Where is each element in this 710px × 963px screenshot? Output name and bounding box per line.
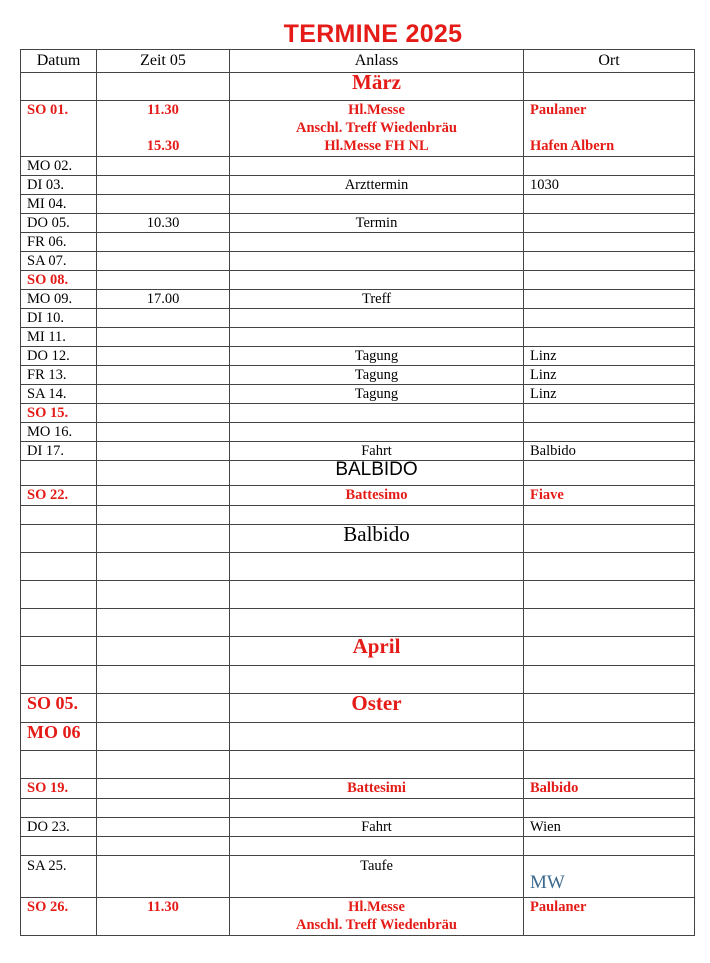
place-cell	[524, 328, 695, 347]
table-row	[21, 666, 695, 694]
date-cell: SO 08.	[21, 271, 97, 290]
column-header-ort: Ort	[524, 50, 695, 73]
time-line: 11.30	[147, 102, 179, 118]
place-cell: Balbido	[524, 779, 695, 799]
date-cell: MO 16.	[21, 423, 97, 442]
place-cell: Wien	[524, 818, 695, 837]
event-cell	[230, 328, 524, 347]
event-cell: Treff	[230, 290, 524, 309]
event-line: Anschl. Treff Wiedenbräu	[295, 917, 457, 933]
time-cell	[97, 486, 230, 506]
table-row	[21, 176, 695, 195]
page-title: TERMINE 2025	[283, 20, 463, 48]
event-cell: BALBIDO	[230, 461, 524, 486]
date-cell: FR 13.	[21, 366, 97, 385]
event-cell	[230, 309, 524, 328]
table-row	[21, 837, 695, 856]
event-cell: Fahrt	[230, 818, 524, 837]
event-cell: Balbido	[230, 525, 524, 553]
time-cell: 17.00	[97, 290, 230, 309]
time-cell	[97, 309, 230, 328]
table-row	[21, 290, 695, 309]
place-cell: Fiave	[524, 486, 695, 506]
time-cell	[97, 176, 230, 195]
table-row	[21, 506, 695, 525]
place-cell: Paulaner	[524, 898, 695, 936]
event-cell	[230, 898, 524, 936]
place-line	[530, 119, 688, 137]
initials-mark: MW	[530, 872, 565, 893]
date-cell: SO 15.	[21, 404, 97, 423]
date-cell: MO 02.	[21, 157, 97, 176]
table-row	[21, 553, 695, 581]
time-cell	[97, 461, 230, 486]
place-cell: Linz	[524, 385, 695, 404]
event-cell: Arzttermin	[230, 176, 524, 195]
column-header-datum: Datum	[21, 50, 97, 73]
month-label-maerz: März	[230, 73, 524, 101]
table-row	[21, 233, 695, 252]
place-cell: Linz	[524, 347, 695, 366]
event-cell: Battesimi	[230, 779, 524, 799]
event-cell	[230, 157, 524, 176]
event-cell: Tagung	[230, 366, 524, 385]
table-row	[21, 157, 695, 176]
date-cell: MI 04.	[21, 195, 97, 214]
time-line	[103, 119, 223, 137]
event-cell	[230, 423, 524, 442]
event-cell: Tagung	[230, 385, 524, 404]
table-row	[21, 271, 695, 290]
table-row	[21, 609, 695, 637]
date-cell: SO 26.	[21, 898, 97, 936]
table-row	[21, 385, 695, 404]
time-cell	[97, 385, 230, 404]
place-cell	[524, 252, 695, 271]
place-cell	[524, 404, 695, 423]
time-cell	[97, 328, 230, 347]
date-cell: MO 06	[21, 723, 97, 751]
place-cell	[524, 309, 695, 328]
table-row	[21, 818, 695, 837]
time-cell	[97, 366, 230, 385]
time-cell: 11.30	[97, 898, 230, 936]
event-line: Hl.Messe	[348, 899, 405, 915]
date-cell	[21, 525, 97, 553]
event-cell	[230, 723, 524, 751]
event-cell	[230, 101, 524, 157]
time-cell	[97, 856, 230, 898]
event-cell: Oster	[230, 694, 524, 723]
time-cell	[97, 157, 230, 176]
table-row	[21, 898, 695, 936]
place-cell: 1030	[524, 176, 695, 195]
time-cell	[97, 723, 230, 751]
column-header-zeit: Zeit 05	[97, 50, 230, 73]
time-cell	[97, 818, 230, 837]
place-cell	[524, 856, 695, 898]
place-cell: Balbido	[524, 442, 695, 461]
month-row	[21, 73, 695, 101]
place-cell	[524, 423, 695, 442]
date-cell	[21, 461, 97, 486]
time-cell	[97, 442, 230, 461]
table-row	[21, 856, 695, 898]
time-cell	[97, 347, 230, 366]
place-cell: Linz	[524, 366, 695, 385]
event-cell: Tagung	[230, 347, 524, 366]
place-cell	[524, 195, 695, 214]
place-cell	[524, 723, 695, 751]
table-row	[21, 751, 695, 779]
date-cell: FR 06.	[21, 233, 97, 252]
table-row	[21, 328, 695, 347]
date-cell: DI 03.	[21, 176, 97, 195]
event-line: Anschl. Treff Wiedenbräu	[295, 120, 457, 136]
place-cell	[524, 290, 695, 309]
place-cell	[524, 525, 695, 553]
date-cell: DO 23.	[21, 818, 97, 837]
column-header-anlass: Anlass	[230, 50, 524, 73]
time-cell	[97, 252, 230, 271]
header-row	[21, 50, 695, 73]
date-cell: SO 01.	[21, 101, 97, 157]
time-cell	[97, 271, 230, 290]
time-cell	[97, 233, 230, 252]
place-line: Hafen Albern	[530, 138, 615, 154]
date-cell: SO 19.	[21, 779, 97, 799]
table-row	[21, 486, 695, 506]
place-cell	[524, 271, 695, 290]
date-cell: SO 22.	[21, 486, 97, 506]
time-cell	[97, 525, 230, 553]
table-row	[21, 799, 695, 818]
date-cell: MO 09.	[21, 290, 97, 309]
event-cell: Termin	[230, 214, 524, 233]
table-row	[21, 101, 695, 157]
place-cell	[524, 461, 695, 486]
event-cell	[230, 404, 524, 423]
table-row	[21, 461, 695, 486]
place-cell	[524, 157, 695, 176]
time-cell	[97, 101, 230, 157]
event-cell: Battesimo	[230, 486, 524, 506]
table-row	[21, 423, 695, 442]
table-row	[21, 694, 695, 723]
place-cell	[524, 233, 695, 252]
event-cell	[230, 233, 524, 252]
time-cell: 10.30	[97, 214, 230, 233]
date-cell: MI 11.	[21, 328, 97, 347]
table-row	[21, 195, 695, 214]
time-cell	[97, 779, 230, 799]
month-label-april: April	[230, 637, 524, 666]
appointments-table	[20, 49, 695, 936]
event-line: Hl.Messe	[348, 102, 405, 118]
place-line: Paulaner	[530, 102, 587, 118]
event-cell	[230, 271, 524, 290]
date-cell: DI 17.	[21, 442, 97, 461]
table-row	[21, 581, 695, 609]
time-cell	[97, 423, 230, 442]
date-cell: SA 07.	[21, 252, 97, 271]
date-cell: DI 10.	[21, 309, 97, 328]
date-cell: SO 05.	[21, 694, 97, 723]
place-cell	[524, 694, 695, 723]
event-cell	[230, 195, 524, 214]
time-cell	[97, 195, 230, 214]
table-row	[21, 723, 695, 751]
table-row	[21, 309, 695, 328]
place-cell	[524, 214, 695, 233]
event-cell: Taufe	[230, 856, 524, 898]
date-cell: DO 05.	[21, 214, 97, 233]
table-row	[21, 404, 695, 423]
time-cell	[97, 694, 230, 723]
table-row	[21, 214, 695, 233]
time-cell	[97, 404, 230, 423]
month-row	[21, 637, 695, 666]
event-line: Hl.Messe FH NL	[324, 138, 429, 154]
event-cell	[230, 252, 524, 271]
table-row	[21, 347, 695, 366]
table-row	[21, 366, 695, 385]
event-cell: Fahrt	[230, 442, 524, 461]
date-cell: SA 14.	[21, 385, 97, 404]
table-row	[21, 252, 695, 271]
table-row	[21, 525, 695, 553]
time-line: 15.30	[146, 138, 180, 154]
table-row	[21, 442, 695, 461]
place-cell	[524, 101, 695, 157]
date-cell: DO 12.	[21, 347, 97, 366]
date-cell: SA 25.	[21, 856, 97, 898]
table-row	[21, 779, 695, 799]
